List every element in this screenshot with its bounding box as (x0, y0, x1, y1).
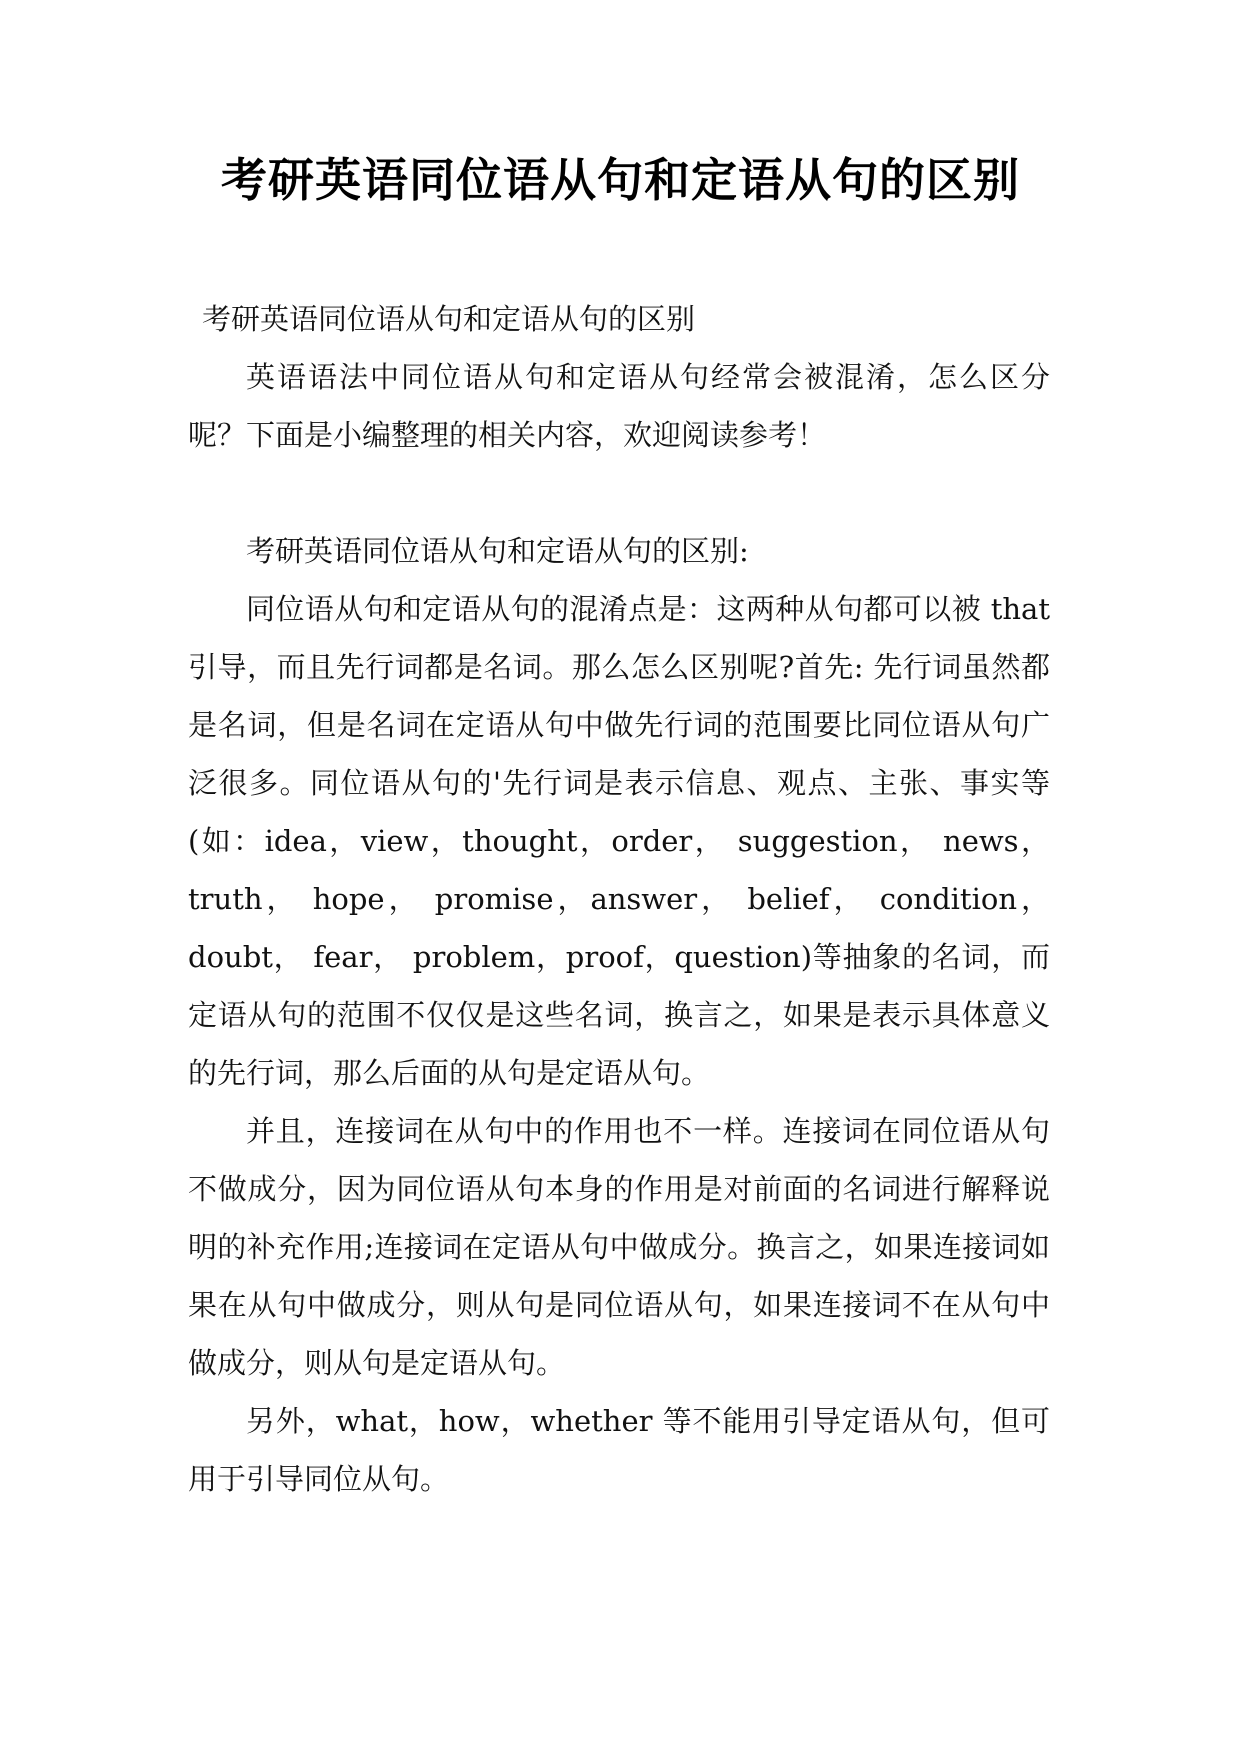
document-body (188, 348, 1050, 1508)
document-subtitle: 考研英语同位语从句和定语从句的区别 (202, 302, 696, 336)
paragraph-spacer (188, 464, 1050, 522)
section-heading: 考研英语同位语从句和定语从句的区别: (246, 534, 749, 568)
body-paragraph-1: 同位语从句和定语从句的混淆点是：这两种从句都可以被 that 引导，而且先行词都是名词。那么怎么区别呢?首先: 先行词虽然都是名词，但是名词在定语从句中做先行词的范围要比同位语从句广泛很多。同位语从句的'先行词是表示信息、观点、主张、事实等(如：idea，view，thought，order， suggestion， news， truth， hope， promise，answer， belief， condition， doubt， fear， problem，proof，question)等抽象的名词，而定语从句的范围不仅仅是这些名词，换言之，如果是表示具体意义的先行词，那么后面的从句是定语从句。 (188, 592, 1050, 1090)
body-paragraph-2: 并且，连接词在从句中的作用也不一样。连接词在同位语从句不做成分，因为同位语从句本身的作用是对前面的名词进行解释说明的补充作用;连接词在定语从句中做成分。换言之，如果连接词如果在从句中做成分，则从句是同位语从句，如果连接词不在从句中做成分，则从句是定语从句。 (188, 1114, 1050, 1380)
intro-paragraph: 英语语法中同位语从句和定语从句经常会被混淆，怎么区分呢？下面是小编整理的相关内容，欢迎阅读参考！ (188, 360, 1050, 452)
body-paragraph-3: 另外，what，how，whether 等不能用引导定语从句，但可用于引导同位从句。 (188, 1404, 1050, 1496)
document-title: 考研英语同位语从句和定语从句的区别 (221, 153, 1020, 207)
